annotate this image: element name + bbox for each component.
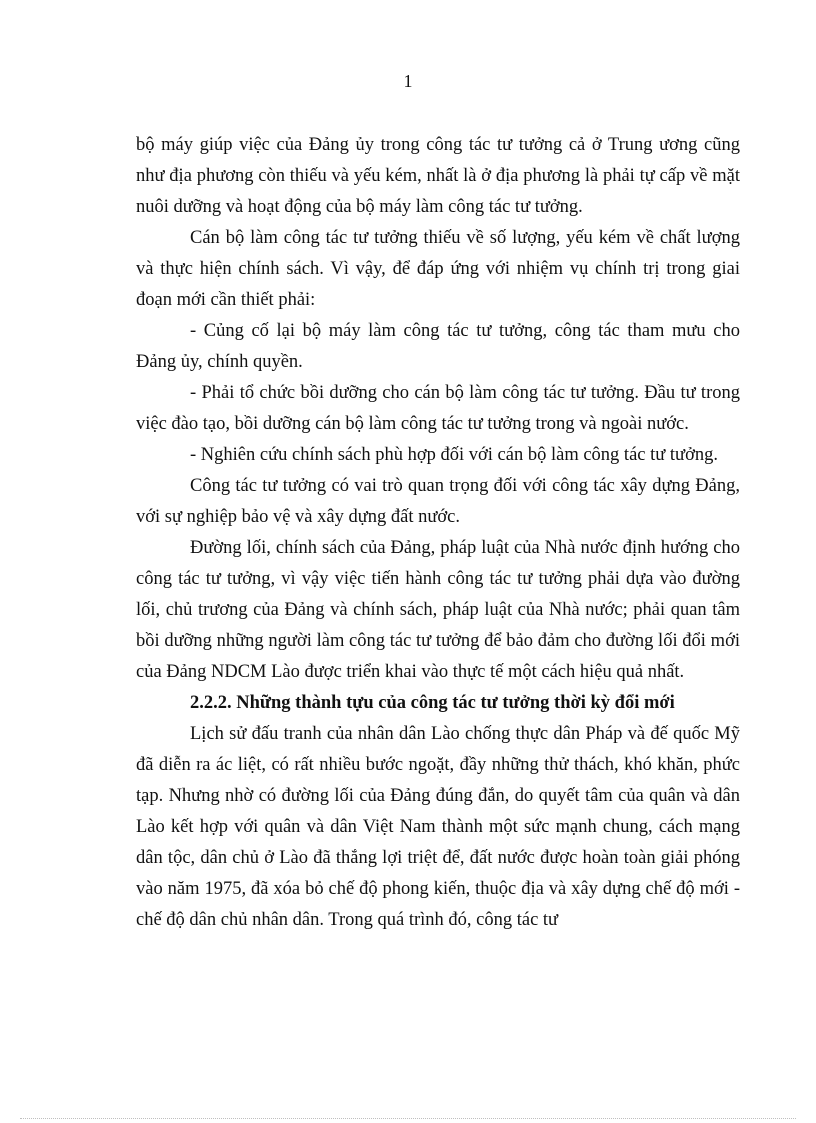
list-item-training: - Phải tổ chức bồi dưỡng cho cán bộ làm công tác tư tưởng. Đầu tư trong việc đào tạo, bồi dưỡng cán bộ làm công tác tư tưởng trong và ngoài nước. [136,383,740,434]
body-text [136,130,740,936]
list-item-consolidate-apparatus: - Củng cố lại bộ máy làm công tác tư tưởng, công tác tham mưu cho Đảng ủy, chính quyền. [136,321,740,372]
page-bottom-divider [20,1118,796,1119]
list-item-policy-research: - Nghiên cứu chính sách phù hợp đối với cán bộ làm công tác tư tưởng. [190,445,718,465]
paragraph-staff-shortage: Cán bộ làm công tác tư tưởng thiếu về số lượng, yếu kém về chất lượng và thực hiện chính sách. Vì vậy, để đáp ứng với nhiệm vụ chính trị trong giai đoạn mới cần thiết phải: [136,228,740,310]
paragraph-role-of-ideology-work: Công tác tư tưởng có vai trò quan trọng đối với công tác xây dựng Đảng, với sự nghiệp bảo vệ và xây dựng đất nước. [136,476,740,527]
paragraph-continuation: bộ máy giúp việc của Đảng ủy trong công tác tư tưởng cả ở Trung ương cũng như địa phương còn thiếu và yếu kém, nhất là ở địa phương là phải tự cấp về mặt nuôi dưỡng và hoạt động của bộ máy làm công tác tư tưởng. [136,135,740,217]
paragraph-party-guidelines: Đường lối, chính sách của Đảng, pháp luật của Nhà nước định hướng cho công tác tư tưởng, vì vậy việc tiến hành công tác tư tưởng phải dựa vào đường lối, chủ trương của Đảng và chính sách, pháp luật của Nhà nước; phải quan tâm bồi dưỡng những người làm công tác tư tưởng để bảo đảm cho đường lối đổi mới của Đảng NDCM Lào được triển khai vào thực tế một cách hiệu quả nhất. [136,538,740,682]
page-number: 1 [403,71,413,91]
paragraph-history-of-struggle: Lịch sử đấu tranh của nhân dân Lào chống thực dân Pháp và đế quốc Mỹ đã diễn ra ác liệt, có rất nhiều bước ngoặt, đầy những thử thách, khó khăn, phức tạp. Nhưng nhờ có đường lối của Đảng đúng đắn, do quyết tâm của quân và dân Lào kết hợp với quân và dân Việt Nam thành một sức mạnh chung, cách mạng dân tộc, dân chủ ở Lào đã thắng lợi triệt để, đất nước được hoàn toàn giải phóng vào năm 1975, đã xóa bỏ chế độ phong kiến, thuộc địa và xây dựng chế độ mới - chế độ dân chủ nhân dân. Trong quá trình đó, công tác tư [136,724,740,930]
section-heading: 2.2.2. Những thành tựu của công tác tư tưởng thời kỳ đổi mới [190,693,675,713]
